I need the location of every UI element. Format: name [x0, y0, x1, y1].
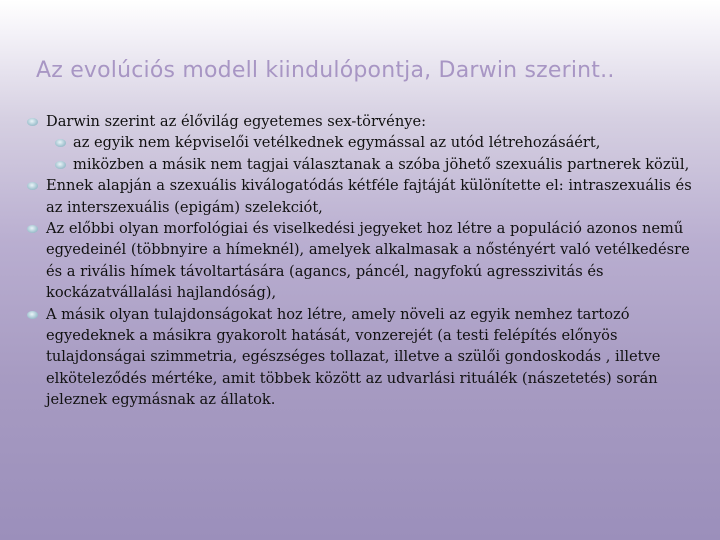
- round-bullet-icon: [27, 182, 38, 190]
- sub-bullet-item: [24, 132, 696, 153]
- round-bullet-icon: [27, 311, 38, 319]
- bullet-text: Darwin szerint az élővilág egyetemes sex-törvénye:: [46, 113, 427, 130]
- bullet-text: Ennek alapján a szexuális kiválogatódás kétféle fajtáját különítette el: intraszexuális és az interszexuális (epigám) szelekciót,: [46, 177, 692, 216]
- bullet-item: [24, 111, 696, 132]
- sub-bullet-item: [24, 154, 696, 175]
- slide-content: [24, 111, 696, 411]
- round-bullet-icon: [27, 118, 38, 126]
- sub-bullet-text: miközben a másik nem tagjai választanak a szóba jöhető szexuális partnerek közül,: [73, 155, 690, 173]
- round-bullet-icon: [55, 161, 66, 169]
- bullet-text: Az előbbi olyan morfológiai és viselkedési jegyeket hoz létre a populáció azonos nemű egyedeinél (többnyire a hímeknél), amelyek alkalmasak a nőstényért való vetélkedésre és a rivális hímek távoltartására (agancs, páncél, nagyfokú agresszivitás és kockázatvállalási hajlandóság),: [46, 220, 690, 302]
- round-bullet-icon: [27, 225, 38, 233]
- sub-bullet-text: az egyik nem képviselői vetélkednek egymással az utód létrehozásáért,: [73, 134, 601, 152]
- bullet-text: A másik olyan tulajdonságokat hoz létre, amely növeli az egyik nemhez tartozó egyedeknek a másikra gyakorolt hatását, vonzerejét (a testi felépítés előnyös tulajdonságai szimmetria, egészséges tollazat, illetve a szülői gondoskodás , illetve elköteleződés mértéke, amit többek között az udvarlási rituálék (nászetetés) során jeleznek egymásnak az állatok.: [46, 305, 661, 409]
- slide-title: Az evolúciós modell kiindulópontja, Darwin szerint..: [36, 58, 615, 83]
- round-bullet-icon: [55, 139, 66, 147]
- bullet-item: [24, 218, 696, 304]
- bullet-item: [24, 304, 696, 411]
- bullet-item: [24, 175, 696, 218]
